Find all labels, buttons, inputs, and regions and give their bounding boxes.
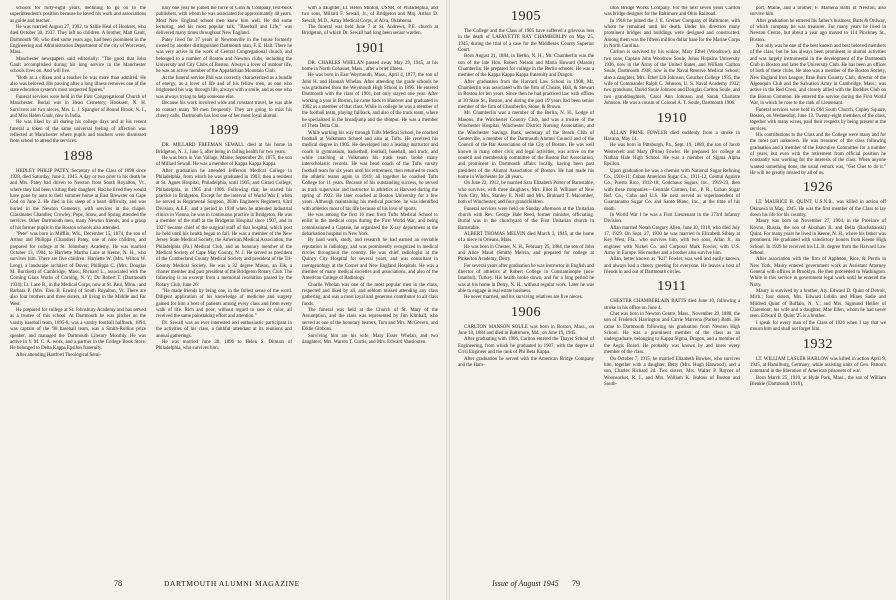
obituary-paragraph: "Both as a citizen and a teacher he was more than admired. He also was beloved. His passing after a long illness removes one of the state education system's most respected figures." bbox=[10, 75, 146, 94]
obituary-paragraph: The College and the Class of 1905 have suffered a grievous loss in the death of LAFAYETTE RAY CHAMBERLIN on May 25, 1945, during the trial of a case for the Middlesex County Superior Court. bbox=[458, 29, 594, 54]
page-number: 78 bbox=[114, 579, 122, 588]
magazine-title: DARTMOUTH ALUMNI MAGAZINE bbox=[164, 579, 300, 588]
obituary-paragraph: ilton Bridge Works Company. For the next seven years Carlton was bridge designer for the Baltimore and Ohio Railroad. bbox=[604, 6, 740, 18]
obituary-paragraph: Not only was he one of the best known and best beloved members of the class, but he has always been prominent in alumni activities and was largely instrumental in the development of the Dartmouth Club in Boston and later the University Club. He has been an officer of both of these clubs. He also was a member of the Boston Society, New England Iron League, Brae Burn Country Club, director of the Algonquin Club and the Salvation Army in Cambridge, Mass.; was active in the Red Cross, and closely allied with the Buddies Club on the Boston Common. He entered the service during the First World War, in which he rose to the rank of Lieutenant. bbox=[750, 44, 886, 107]
obituary-paragraph: In 1918 he joined the J. E. Greiner Company of Baltimore, with whom he remained until his death. Under his direction many prominent bridges and buildings were designed and constructed. Among them was the fifteen million dollar base for the Marine Corps in North Carolina. bbox=[604, 18, 740, 50]
obituary-paragraph: Patey lived for 37 years in Newtonville in the house formerly owned by another distinguished Dartmouth man, F. E. Hall. There he was very active in the work of Central Congregational church, and belonged to a number of Boston and Newton clubs, including the University and City Clubs of Boston. Always a lover of outdoor life, he was an active member of the Appalachian Mountain Club. bbox=[156, 37, 292, 75]
class-year-heading: 1899 bbox=[209, 123, 239, 139]
obituary-paragraph: Because his work involved wide and constant travel, he was able to contact many '98 men frequently. They are going to miss his cheery calls. Dartmouth has lost one of her most loyal alumni. bbox=[156, 101, 292, 119]
obituary-paragraph: Funeral services were held in Old South Church, Copley Square, Boston, on Wednesday, June 13. Twenty-eight members of the class, together with many wives, paid their respects by being present at the services. bbox=[750, 107, 886, 132]
obituary-paragraph: While working his way through Tufts Medical School, he coached football at Volkmann School and also at Tufts. He received his medical degree in 1905. He developed into a leading instructor and coach in gymnasium, basketball, football, baseball, and track, and while coaching at Volkmann his track team broke many interscholastic records. He was head coach of the Tufts varsity football team for six years until his retirement, then returned to coach the athletic teams again in 1919; all together he coached Tufts College for 11 years. Because of his outstanding success, he served as track supervisor and instructor in athletics at Harvard during the spring of 1922. He later coached at Boston University for a few years. Although maintaining his medical practice, he was identified with athletics most of his life because of his love of sports. bbox=[302, 130, 438, 212]
obituary-paragraph: On June 22, 1912, he married Sara Elizabeth Porter of Barnstable, who survives, with three daughters, Mrs. Eliot B. Willauer of New York City, Mrs. Stanley E. Neill and Mrs. Brainard T. Macomber, both of Winchester; and four grandchildren. bbox=[458, 181, 594, 206]
obituary-paragraph: He prepared for college at St. Johnsbury Academy and has served as a trustee of this school. At Dartmouth he was pitcher on the varsity baseball team, 1895-8, was a varsity football halfback, 1894, was captain of the '98 baseball team, was a Smith-Rollins prize speaker, and managed the Dartmouth Literary Monthly. He was active in Y. M. C. A. work, and a partner in the College Book Store. He belonged to Delta Kappa Epsilon fraternity. bbox=[10, 308, 146, 352]
left-column-1 bbox=[10, 6, 146, 562]
right-footer bbox=[462, 574, 882, 594]
obituary-paragraph: "Pete" was born in Mifflin, Wis., December 15, 1874, the son of Arthur and Philippa (Chandler) Patey, one of nine children, and prepared for college at St. Johnsbury Academy. He was married October 13, 1904, to Harriette Martha Lane at Keene, N. H., who survives him. There are five children: Harriette W. (Mrs. Wilton W. Long), a landscape architect of Dover; Phillippa C. (Mrs. Douglas M. Burckett) of Cambridge, Mass.; Richard L., associated with the Corning Glass Works of Corning, N. Y.; Dr. Robert T. (Dartmouth 1934); Lt. Lane B., in the Medical Corps, now at St. Paul, Minn.; and Barbara P. (Mrs. Elen B. Erwin) of South Royalton, Vt. There are also four brothers and three sisters, all living in the Middle and Far West. bbox=[10, 232, 146, 307]
obituary-paragraph: After graduating with 1906, Carlton entered the Thayer School of Engineering, from which he graduated in 1907, with the degree of Civil Engineer and the rank of Phi Beta Kappa. bbox=[458, 337, 594, 356]
obituary-paragraph: Upon graduation he was a chemist with National Sugar Refining Co., 1910-11; Cuban American Sugar Co., 1911-12; Central Aguirre Co., Puerto Rico, 1912-18; Godchaux Sugars, Inc., 1919-23, then with these companies—Centrale Carmen, Inc., P. R., Cuban Sugar Ref. Co., Cuba and U.S. He next served as superintendent of Guantanamo Sugar Co. and Santo Blanc, Inc., at the time of his death. bbox=[604, 168, 740, 212]
obituary-paragraph: He was among the first 16 men from Tufts Medical School to enlist in the medical corps during the First World War, and being commissioned a Captain, he organized the X-ray department at the debarkation hospital in New York. bbox=[302, 212, 438, 237]
obituary-paragraph: At the funeral service Phil was correctly characterized as a bundle of energy, as a lover of life and of his fellow men, as one who brightened his way through life, always with a smile, and as one who was always trying to help someone else. bbox=[156, 75, 292, 100]
right-column-1 bbox=[458, 6, 594, 562]
obituary-paragraph: Charlie Whelan was one of the most popular men in the class, respected and liked by all, and seldom missed attending any class gathering, and was a most loyal and generous contributor to all class funds. bbox=[302, 282, 438, 307]
obituary-paragraph: After graduation from the Harvard Law School in 1908, Mr. Chamberlin was associated with the firm of Choate, Hall, & Stewart in Boston for ten years. Since then he had practiced law with offices at 30 State St., Boston, and during the past 19 years had been senior member of the firm of Chamberlin, Stone, & Brown. bbox=[458, 79, 594, 111]
obituary-paragraph: Funeral services were held on Sunday afternoon at the Unitarian church with Rev. George Hale Reed, former minister, officiating. Burial was in the churchyard of the First Unitarian church in Barnstable. bbox=[458, 206, 594, 231]
obituary-paragraph: HEDLEY PHILIP PATEY, Secretary of the Class of 1898 since 1928, died Saturday, June 2, 1945. A day or two prior to his death he and Mrs. Patey had driven to Newton from South Royalton, Vt., where they had been visiting their daughter. Had he lived they would have gone by auto to their summer home at East Brewster on Cape Cod on June 2. He died in his sleep of a heart difficulty, and was buried in the Newton Cemetery, with services in the chapel. Classmates Chandler, Crowley, Pope, Snow, and Spring attended the services. Other Dartmouth men, many Newton friends, and a group of his former pupils in the Boston schools also attended. bbox=[10, 168, 146, 231]
class-year-heading: 1905 bbox=[511, 9, 541, 24]
obituary-paragraph: After graduation he served with the American Bridge Company and the Ham- bbox=[458, 356, 594, 368]
obituary-paragraph: LT. WILLIAM LASLER HARLOW was killed in action April 9, 1945, at Hamilburg, Germany, while assisting units of Gen. Patton's command in the liberation of American prisoners of war. bbox=[750, 356, 886, 375]
page-number: 79 bbox=[572, 579, 580, 588]
obituary-paragraph: Allan, better known as "Kil" Fowler, was well and easily known, and always had a cheery greeting for everyone. He leaves a host of friends in and out of Dartmouth circles. bbox=[604, 257, 740, 276]
obituary-paragraph: He was married August 27, 1902, to Sallie Heal of Hookset, who died October 30, 1937. They left no children. A brother, Matt Gault, Dartmouth '90, who died some years ago, had been prominent in the Engineering and Administration Department of the city of Worcester, Mass. bbox=[10, 25, 146, 56]
left-footer bbox=[14, 574, 434, 594]
obituary-paragraph: Funeral services were held in the First Congregational Church of Manchester. Burial was in Head Cemetery, Hooksett, N. H. Survivors are two nieces, Mrs. L. J. Spangler of Bound Brook, N. J., and Miss Helen Gault, now in India. bbox=[10, 94, 146, 119]
obituary-paragraph: DR. CHARLES WHELAN passed away May 29, 1945, at his home in North Cohasset, Mass., after a brief illness. bbox=[302, 60, 438, 73]
obituary-paragraph: nary one year he joined the force of Ginn & Company, text-book publishers, with whom he was associated for approximately 40 years. Most New England school men knew him well. He did some lecturing, and his most popular talk, "Baseball and Life," was delivered many times throughout New England. bbox=[156, 6, 292, 37]
obituary-paragraph: He was born in Van Vallage, Maine, September 28, 1875, the son of Millard Sewall. He was a member of Kappa Kappa Kappa. bbox=[156, 155, 292, 168]
obituary-paragraph: By hard work, study, and research he had earned an enviable reputation in radiology, and was prominently recognized in medical circles throughout the country. He was chief radiologist at the Quincy City Hospital for several years, and was consultant in roentgenology at the Corner and New England Hospitals. He was a member of many medical societies and associations, and also of the American College of Radiology. bbox=[302, 238, 438, 282]
right-column-3 bbox=[750, 6, 886, 562]
obituary-paragraph: LT. MAURICE B. QUINT, U.S.N.R., was killed in action off Okinawa in May, 1945. He was the first member of the Class to lay down his life for his country. bbox=[750, 200, 886, 218]
obituary-paragraph: He was married June 30, 1896 to Helen S. Ditmars of Philadelphia, who survives him, bbox=[156, 339, 292, 352]
obituary-paragraph: After graduation he entered his father's business, Batts & Ordway, of which company he was treasurer. For many years he lived in Newton Centre, but about a year ago moved to 114 Pinckney St., Boston. bbox=[750, 18, 886, 43]
left-column-3 bbox=[302, 6, 438, 562]
obituary-paragraph: with a daughter, Lt. Helen Minton, USNR, of Philadelphia, and two sons, Millard F. Sewall, Jr., of Bridgeton and Maj. Arthur D. Sewall, M.D., Army Medical Corps, at Alva, Oklahoma. bbox=[302, 6, 438, 24]
issue-date: Issue of August 1945 bbox=[492, 579, 559, 588]
left-columns bbox=[10, 6, 438, 562]
class-year-heading: 1906 bbox=[511, 304, 541, 320]
obituary-paragraph: In World War I he was a First Lieutenant in the 373rd Infantry Division. bbox=[604, 212, 740, 225]
obituary-paragraph: CARLTON MANSON SOULE was born in Boston, Mass., on June 10, 1884 and died in Baltimore, Md., on June 19, 1945. bbox=[458, 324, 594, 337]
obituary-paragraph: Carlton is survived by his widow, Mary Ethel (Woodrow), and two sons, Captain John Woodrow Soule, Johns Hopkins University 1936, now in the Army of the United States, and William Carlton Soule, Dartmouth 1938, now in the Naval Reserve Medical School; also a daughter, Mrs. Ethel Lib Johnson, Goucher College 1935, the wife of Commander Ralph C. Johnson, U. S. Naval Academy 1932; two grandsons, David Soule Johnson and Douglas Carlton Soule, and two granddaughters, Carol Ann Johnson and Sarah Charlotte Johnson. He was a cousin of Colonel A. T. Soule, Dartmouth 1906. bbox=[604, 50, 740, 107]
obituary-paragraph: I speak for every man of the Class of 1926 when I say that we mourn him and shall not forget him. bbox=[750, 320, 886, 333]
obituary-paragraph: After attending Hartford Theological Semi- bbox=[16, 352, 102, 358]
right-columns bbox=[458, 6, 886, 562]
class-year-heading: 1911 bbox=[657, 279, 687, 295]
obituary-paragraph: ALBERT THOMAS MELVIN died March 3, 1945, at the home of a niece in Orleans, Mass. bbox=[458, 232, 594, 244]
obituary-paragraph: DR. MILLARD FREEMAN SEWALL died at his home in Bridgeton, N. J., June 5, after being in failing health for two years. bbox=[156, 143, 292, 155]
class-year-heading: 1901 bbox=[355, 40, 385, 56]
obituary-paragraph: He was born in Pittsburgh, Pa., Sept. 19, 1889, the son of Jacob Westervelt and Mary (Prine) Fowler. He prepared for college at Nathan Hale High School. He was a member of Sigma Alpha Epsilon. bbox=[604, 143, 740, 168]
class-year-heading: 1910 bbox=[657, 110, 687, 126]
obituary-paragraph: Dr. Sewall was an ever interested and enthusiastic participant in the activities of his class, a faithful attendant at its reunions and annual gatherings. bbox=[156, 320, 292, 339]
obituary-paragraph: CHESTER CHAMBERLAIN BATTS died June 10, following a stroke in his office on June 4. bbox=[604, 299, 740, 311]
left-column-2 bbox=[156, 6, 292, 562]
obituary-paragraph: ALLAN PRINE FOWLER died suddenly from a stroke in Havana, May 14. bbox=[604, 130, 740, 142]
obituary-paragraph: He was born in East Weymouth, Mass., April 4, 1877, the son of John H. and Hannah Whelan. After attending the grade schools he was graduated from the Weymouth High School in 1896. He entered Dartmouth with the class of 1901, but only stayed one year. After working a year in Boston, he came back to Hanover and graduated in 1902 as a member of that class. While in college he was a member of the football team, playing fullback, and also of the track team, where he specialized in the broadjump and the shotput. He was a member of Theta Delta Chi. bbox=[302, 73, 438, 130]
obituary-paragraph: After graduation he attended Jefferson Medical College in Philadelphia, from which he was graduated in 1903; then a resident at St. Agnes Hospital, Philadelphia, until 1905, and Girard College, Philadelphia, in 1905 and 1906. Following that, he started his practice in Bridgeton. Except for the interval of World War I, when he served as Regimental Surgeon, 303th Engineers Regiment, 83rd Division, A.E.F., and a period in 1930 when he attended industrial clinics in Vienna, he was in continuous practice in Bridgeton. He was a member of the staff at the Bridgeton Hospital since 1907, and in 1927 became chief of the surgical staff of that hospital, which post he held until his health began to fail. He was a member of the New Jersey State Medical Society, the American Medical Association, the Philadelphia (Pa.) Medical Club, and an honorary member of the Medical Society of Cape May County, N. J. He served as president of the Cumberland County Medical Society and president of the Tri-County Medical Society. He was a 32 degree Mason, an Elk, a charter member and past president of the Bridgeton Rotary Club. The following is an excerpt from a memorial resolution passed by the Rotary Club, June 26: bbox=[156, 168, 292, 288]
class-year-heading: 1932 bbox=[803, 336, 833, 352]
obituary-paragraph: schools for forty-eight years, declining to go on to the superintendent's position because he loved his work and associations as guide and teacher. bbox=[10, 6, 146, 24]
obituary-paragraph: Born March 25, 1910, at Hyde Park, Mass., the son of William Blenkie (Dartmouth 1910), bbox=[750, 375, 886, 387]
obituary-paragraph: Maury is survived by a brother, Aty. Edward D. Quint of Detroit, Mich.; four sisters, Mrs. Edward Lublin and Mines Sadie and Mildred Quint of Buffalo, N. Y.; and Mrs. Sigmund Hellier of Claremont; his wife and a daughter, Mae Ellen, whom he had never seen. Edward D. Quint '25 is a brother. bbox=[750, 289, 886, 320]
obituary-paragraph: Surviving him are his wife, Mary Esser Whelan, and two daughters, Mrs. Warren T. Curtis, and Mrs. Edward Vanslooten. bbox=[302, 333, 438, 345]
obituary-paragraph: "He made friends by being one, in the fullest sense of the word. Diligent application of his knowledge of medicine and surgery gained for him a host of patients among every class and from every walk of life. Rich and poor, without regard to race or color, all received the same painstaking effort and attention." bbox=[156, 289, 292, 320]
obituary-paragraph: Mr. Chamberlin was a member of the Berlin, N. H., Lodge of Masons, the Winchester Country Club, and was a trustee of the Winchester Hospital, Winchester District Nursing Association, and the Winchester Savings Bank, secretary of the Beach Club of Centerville, a member of the Dartmouth Alumni Council and of the Council of the Bar Association of the City of Boston. He was well known in many other civic and legal activities, was active on the council and membership committee of the Boston Bar Association, and prominent in Dartmouth affairs locally, having been past president of the Alumni Association of Boston. He had made his home in Winchester for 28 years. bbox=[458, 111, 594, 180]
obituary-paragraph: Maury was born on November 27, 1904, in the Province of Kovno, Russia, the son of Abraham R. and Bella (Ruchabanski) Quint. For many years he lived in Keene, N. H., where his father was prominent. He graduated with valedictory honors from Keene High School. In 1929 he received his LL.B. degree from the Harvard Law School. bbox=[750, 219, 886, 257]
obituary-paragraph: He was born in Chester, N. H., February 25, 1884, the son of John and Alice Maud (Smith) Melvin, and prepared for college at Pinkerton Academy, Derry. bbox=[458, 244, 594, 263]
obituary-paragraph: He never married, and his surviving relatives are five nieces. bbox=[464, 295, 583, 301]
obituary-paragraph: His contributions to the Class and the College were many and for the most part unknown. He was treasurer of the class following graduation and a member of the Executive Committee for a number of years, but even with the retirement from official position he constantly was working for the interests of the class. When anyone wanted something done, the usual remark was, "Get Chet to do it." He will be greatly missed by all of us. bbox=[750, 132, 886, 176]
obituary-paragraph: For several years after graduation he was instructor in English and director of athletics at Robert College in Constantinople (now Istanbul), Turkey. His health broke down, and for a long period he was at his home in Derry, N. H., without regular work. Later he was able to engage in real estate business. bbox=[458, 263, 594, 295]
obituary-paragraph: The funeral was held at the Church of St. Mary of the Assumption, and the class was represented by Jim Kimball, who served as one of the honorary bearers, Tom and Mrs. McGovern, and Eddie Gibbons. bbox=[302, 308, 438, 333]
class-year-heading: 1898 bbox=[63, 148, 93, 164]
obituary-paragraph: Allan married Norah Gregory Allen, June 30, 1918, who died July 17, 1929. On Sept. 27, 1930 he was married to Elizabeth Sibley at Key West, Fla., who survives him, with two sons, Allan Jr., an engineer with Nickel Co. and Corporal Mark Fowler, with U.S. Army in Europe. His mother and a brother also survive him. bbox=[604, 225, 740, 257]
right-column-2 bbox=[604, 6, 740, 562]
obituary-paragraph: Chet was born in Newton Centre, Mass., November 29, 1888, the son of Frederick Harrington and Carrie Marcena (Parker) Batts. He came to Dartmouth following his graduation from Newton High School. He was a prominent member of the class as an undergraduate, belonging to Kappa Sigma, Dragon, and a member of the Aegis Board. He probably was known by and knew every member of the class. bbox=[604, 312, 740, 356]
obituary-paragraph: The funeral was held June 7 at St. Andrews, P.E. church at Bridgeton, of which Dr. Sewall had long been senior warden. bbox=[302, 25, 438, 37]
obituary-paragraph: port, Maine, and a brother, F. Marsena Batts of Newton, also survive him. bbox=[750, 6, 886, 18]
class-year-heading: 1926 bbox=[803, 180, 833, 196]
right-page bbox=[448, 0, 896, 600]
obituary-paragraph: Born August 21, 1884, in Berlin, N. H., Mr. Chamberlin was the son of the late Hon. Robert Nelson and Maria Howard (Mason) Chamberlin. He prepared for college in the Berlin schools. He was a member of the Kappa Kappa Kappa fraternity and Dragon. bbox=[458, 54, 594, 79]
obituary-paragraph: On October 7, 1915, he married Elizabeth Bowker, who survives him, together with a daughter, Betty (Mrs. Hugh Harwood), and a son, Charles Richard 2d. Two sisters, Mrs. Walter P. Rayner of Woonsocket, R. I., and Mrs. William K. Jealous of Boston and South- bbox=[604, 356, 740, 387]
obituary-paragraph: After association with the firm of Appleton, Rice, & Perrin in New York, Maury entered government work as Assistant Attorney General with offices in Brooklyn. He then proceeded to Washington. While in this service in government legal work until he entered the Navy. bbox=[750, 257, 886, 288]
obituary-paragraph: Manchester newspapers said editorially: "The good that John Gault accomplished during his long service in the Manchester schools lives on. And will live. bbox=[10, 56, 146, 75]
obituary-paragraph: He was liked by all during his college days and at his recent funeral a token of the same universal feeling of affection was reflected at Manchester where pupils and teachers were dismissed from school to attend the services. bbox=[10, 120, 146, 145]
